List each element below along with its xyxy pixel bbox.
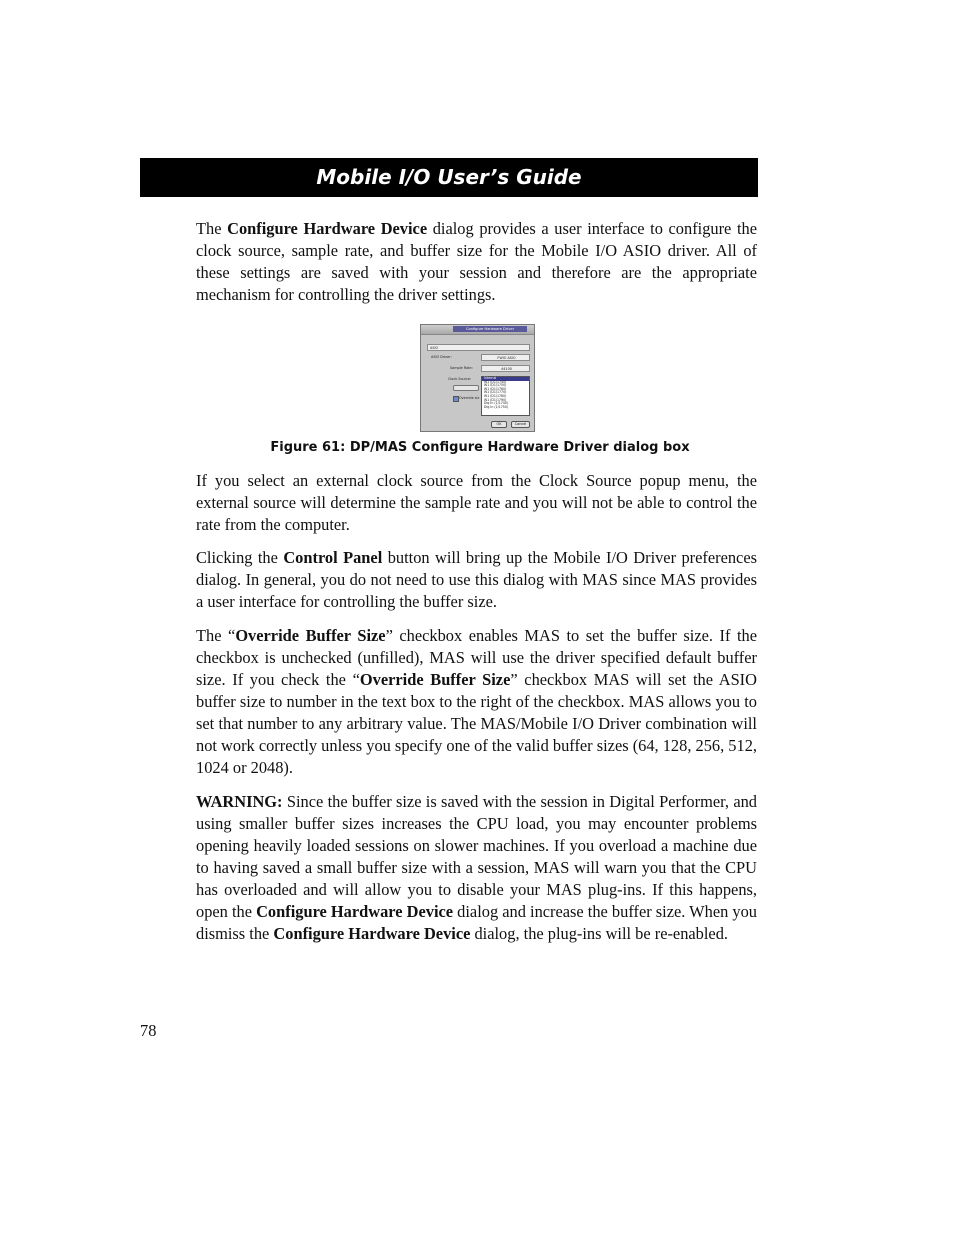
text-run: If you select an external clock source from the Clock Source popup menu, the external source will determine the sample rate and you will not be able to control the rate from the computer. xyxy=(196,471,757,534)
clock-option[interactable]: W1 (D1/1740) xyxy=(484,379,507,384)
clock-option[interactable]: Dig In (1/1750) xyxy=(484,404,509,409)
asio-driver-popup[interactable]: FWIO ASIO xyxy=(481,354,530,361)
paragraph-override xyxy=(196,625,757,779)
text-run: dialog and increase the buffer size. When you dismiss the xyxy=(196,902,757,943)
bold-term: Override Buffer Size xyxy=(235,626,386,645)
text-run: dialog provides a user interface to configure the clock source, sample rate, and buffer size for the Mobile I/O ASIO driver. All of these settings are saved with your session and therefore are the appropriate mechanism for controlling the driver settings. xyxy=(196,219,757,304)
clock-option[interactable]: W1 (D1/1770) xyxy=(484,390,507,395)
text-run: The xyxy=(196,219,228,238)
guide-title: Mobile I/O User’s Guide xyxy=(316,165,582,189)
clock-option[interactable]: W1 (D1/1760) xyxy=(484,386,507,391)
text-run: The “ xyxy=(196,626,236,645)
control-panel-button[interactable] xyxy=(453,385,479,391)
clock-source-menu[interactable] xyxy=(481,376,530,416)
paragraph-intro xyxy=(196,218,757,306)
text-run: button will bring up the Mobile I/O Driver preferences dialog. In general, you do not need to use this dialog with MAS since MAS provides a user interface for controlling the buffer size. xyxy=(196,548,757,611)
clock-option[interactable]: Internal xyxy=(482,377,529,381)
text-run: ” checkbox enables MAS to set the buffer size. If the checkbox is unchecked (unfilled), MAS will use the driver specified default buffer size. If you check the “ xyxy=(196,626,757,689)
ok-button[interactable]: OK xyxy=(491,421,507,428)
text-run: Clicking the xyxy=(196,548,284,567)
clock-option[interactable]: Dig In (1/1740) xyxy=(484,401,509,406)
clock-source-label: Clock Source: xyxy=(448,377,472,381)
running-header xyxy=(140,158,758,197)
bold-term: Configure Hardware Device xyxy=(273,924,471,943)
text-run: dialog, the plug-ins will be re-enabled. xyxy=(470,924,728,943)
cancel-button[interactable]: Cancel xyxy=(511,421,530,428)
bold-term: Configure Hardware Device xyxy=(256,902,454,921)
dialog-titlebar xyxy=(421,325,534,335)
device-type-popup[interactable]: ASIO xyxy=(427,344,530,351)
sample-rate-popup[interactable]: 44100 xyxy=(481,365,530,372)
dialog-title: Configure Hardware Driver xyxy=(453,326,527,332)
bold-term: Override Buffer Size xyxy=(359,670,511,689)
override-label: Override siz xyxy=(459,396,480,400)
clock-option[interactable]: W1 (D1/1750) xyxy=(484,383,507,388)
sample-rate-label: Sample Rate: xyxy=(450,366,473,370)
paragraph-warning xyxy=(196,791,757,945)
dialog-figure xyxy=(420,324,535,432)
paragraph-clock-source xyxy=(196,470,757,536)
clock-option[interactable]: W1 (D1/1790) xyxy=(484,397,507,402)
text-run: Since the buffer size is saved with the session in Digital Performer, and using smaller buffer sizes increases the CPU load, you may encounter problems opening heavily loaded sessions on slower machines. If you overload a machine due to having saved a small buffer size with a session, MAS will warn you that the CPU has overloaded and will allow you to disable your MAS plug-ins. If this happens, open the xyxy=(196,792,757,921)
figure-caption: Figure 61: DP/MAS Configure Hardware Driver dialog box xyxy=(270,440,690,455)
bold-term: WARNING: xyxy=(196,792,283,811)
clock-option[interactable]: W1 (D1/1780) xyxy=(484,393,507,398)
page-number: 78 xyxy=(140,1021,157,1040)
bold-term: Configure Hardware Device xyxy=(227,219,428,238)
asio-driver-label: ASIO Driver: xyxy=(431,355,452,359)
paragraph-control-panel xyxy=(196,547,757,613)
text-run: ” checkbox MAS will set the ASIO buffer size to number in the text box to the right of the checkbox. MAS allows you to set that number to any arbitrary value. The MAS/Mobile I/O Driver combination will not work correctly unless you specify one of the valid buffer sizes (64, 128, 256, 512, 1024 or 2048). xyxy=(196,670,757,777)
bold-term: Control Panel xyxy=(283,548,383,567)
